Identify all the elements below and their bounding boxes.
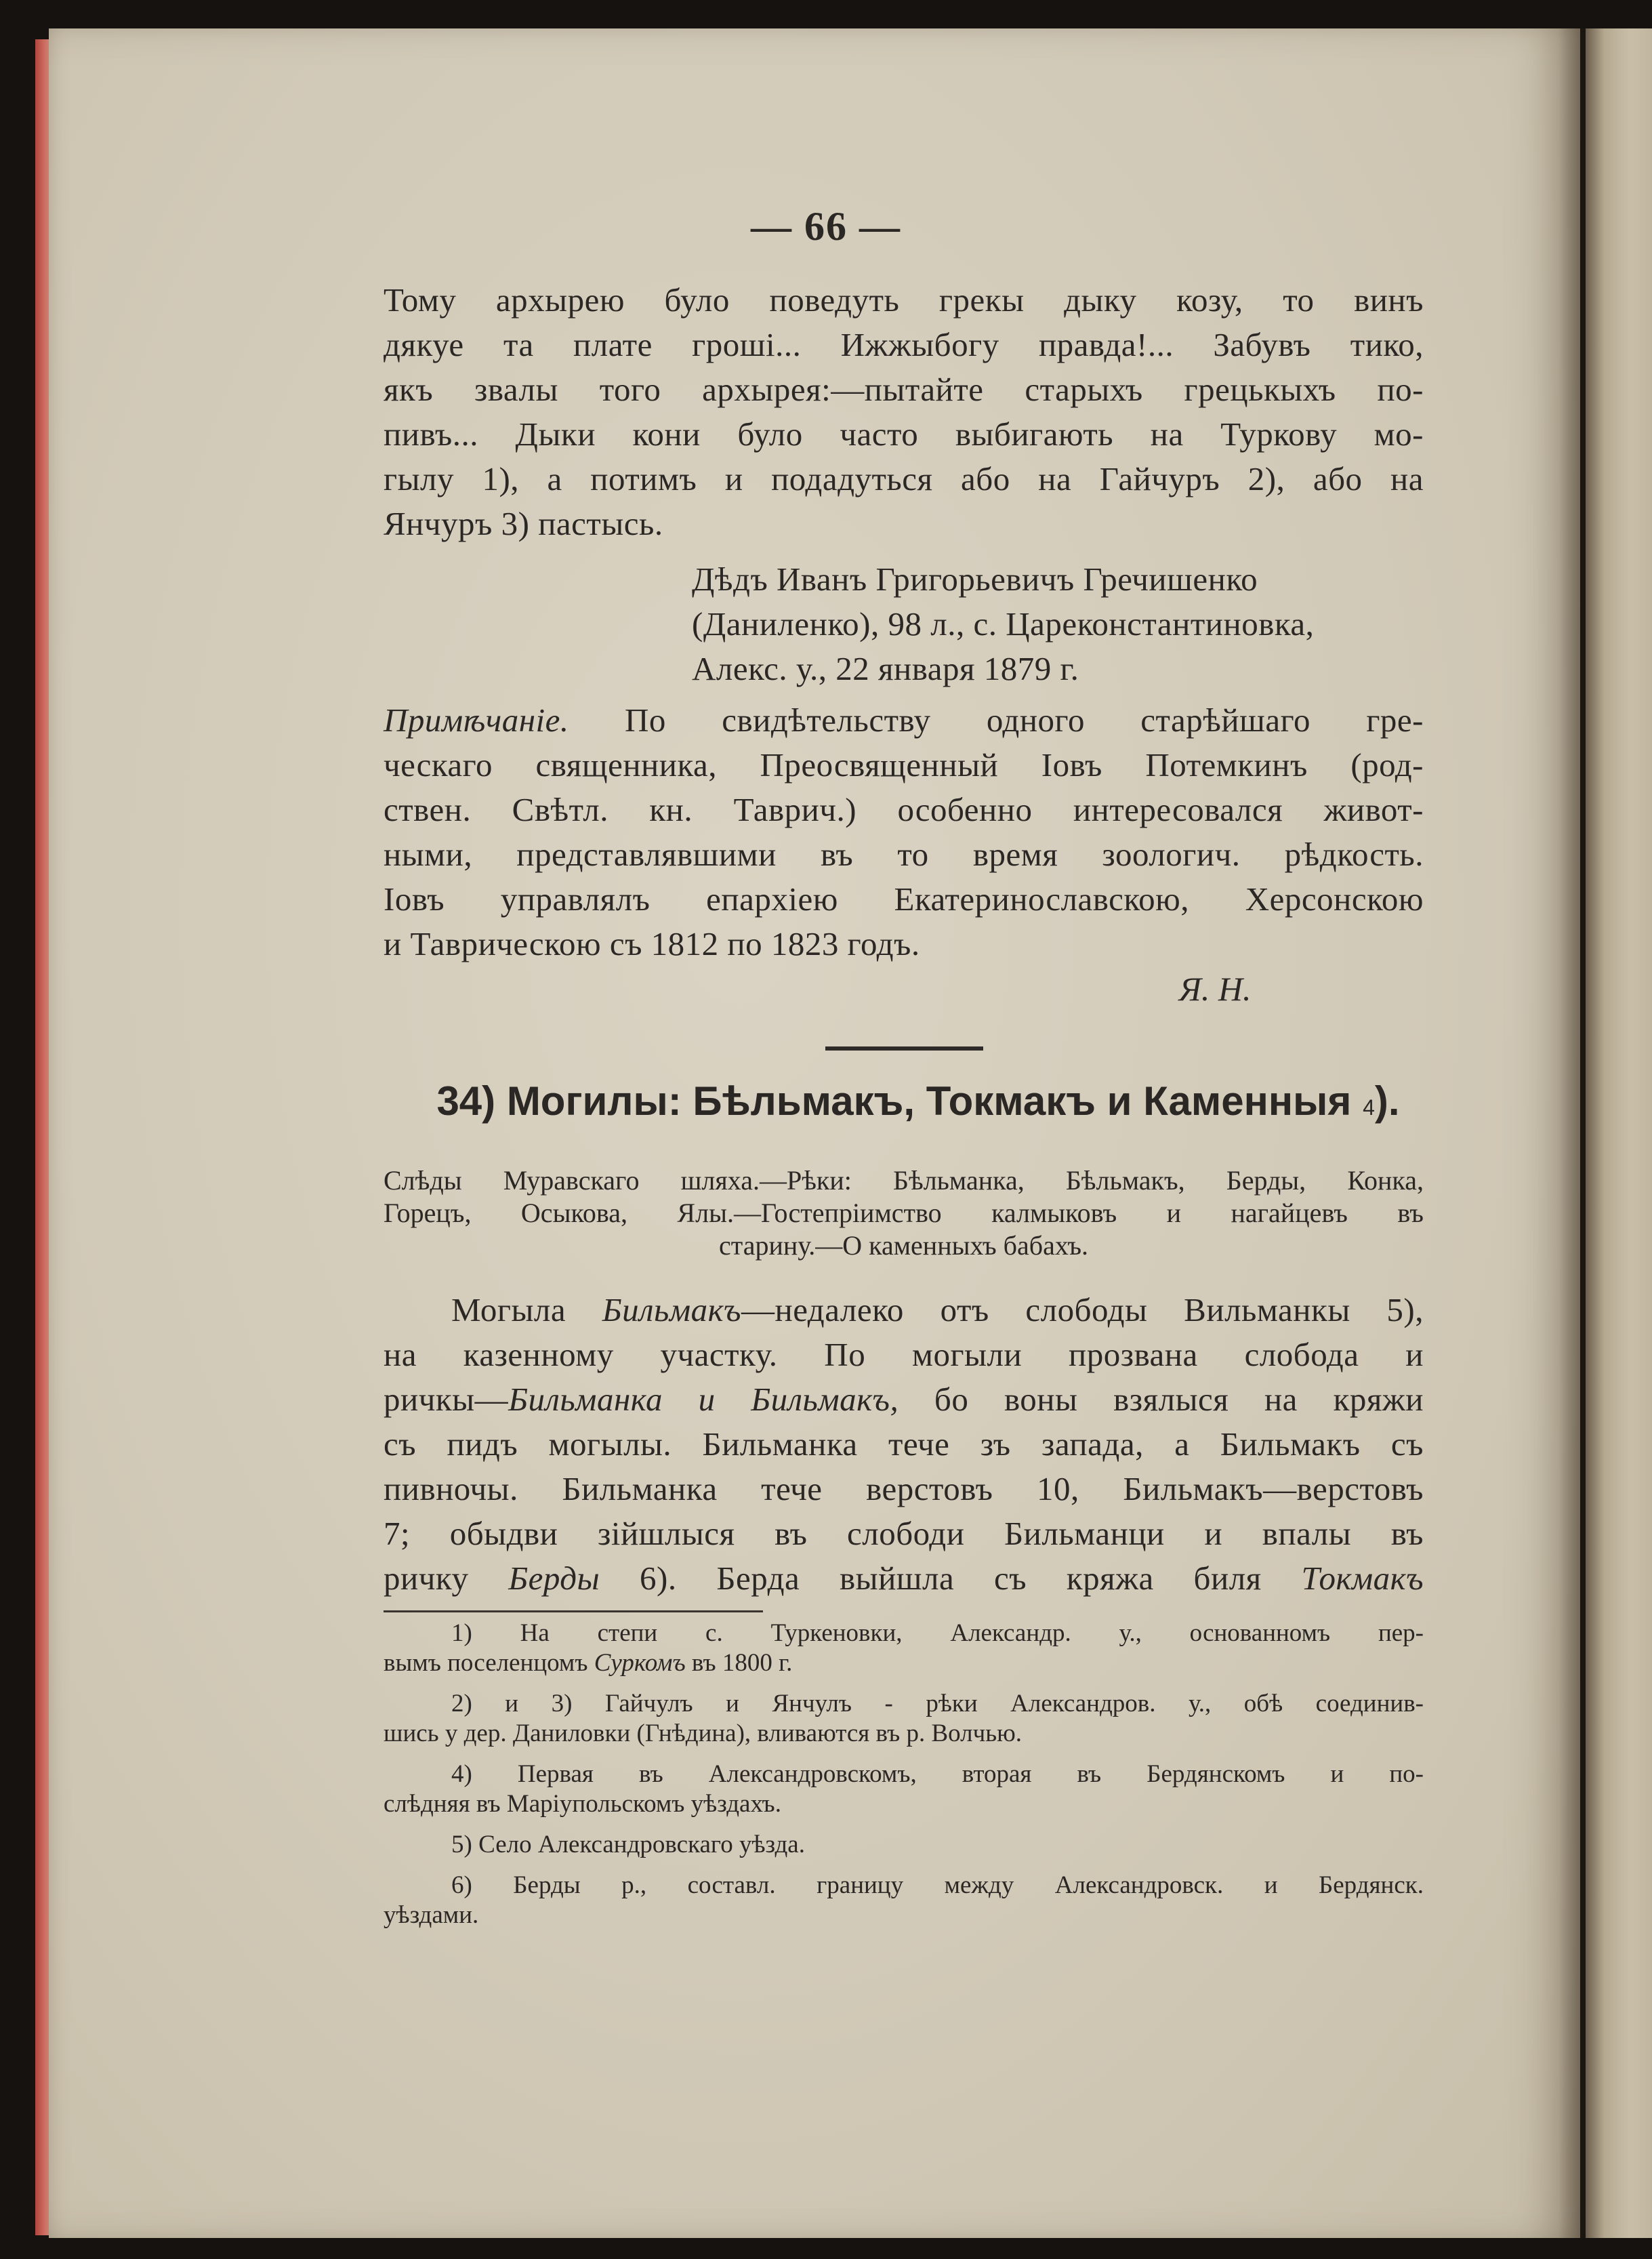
- paragraph-1-line: Янчуръ 3) пастысь.: [384, 505, 663, 542]
- note-line: ными, представлявшими въ то время зоологич. рѣдкость.: [384, 836, 1424, 873]
- note-line: [384, 698, 1424, 743]
- paragraph-1-line: дякуе та плате грошi... Ижжыбогу правда!... Забувъ тико,: [384, 326, 1424, 363]
- footnote-line: 5) Село Александровскаго уѣзда.: [451, 1831, 805, 1858]
- paragraph-1-line: якъ звалы того архырея:—пытайте старыхъ грецькыхъ по-: [384, 371, 1424, 408]
- paragraph-2-line: съ пидъ могылы. Бильманка тече зъ запада, а Бильмакъ съ: [384, 1425, 1424, 1463]
- footnote-line: шись у дер. Даниловки (Гнѣдина), вливаются въ р. Волчью.: [384, 1719, 1023, 1747]
- paragraph-1-line: гылу 1), а потимъ и подадуться або на Гайчуръ 2), або на: [384, 460, 1424, 497]
- note-line: ческаго священника, Преосвященный Iовъ Потемкинъ (род-: [384, 746, 1424, 783]
- footnote-line: 6) Берды р., составл. границу между Александровск. и Бердянск.: [451, 1871, 1424, 1899]
- footnote-line: 4) Первая въ Александровскомъ, вторая въ Бердянскомъ и по-: [451, 1760, 1424, 1788]
- p2-text: Могыла: [451, 1291, 602, 1328]
- p2-italic: Токмакъ: [1301, 1560, 1424, 1597]
- heading-footnote-ref: 4: [1363, 1095, 1375, 1120]
- footnote-1: [384, 1619, 1424, 1678]
- paragraph-2-line: [384, 1556, 1424, 1601]
- note-line-text: По свидѣтельству одного старѣйшаго гре-: [625, 701, 1424, 739]
- summary-line: Слѣды Муравскаго шляха.—Рѣки: Бѣльманка, Бѣльмакъ, Берды, Конка,: [384, 1165, 1424, 1196]
- p2-italic: Бильмакъ: [602, 1291, 741, 1328]
- p2-italic: Берды: [508, 1560, 600, 1597]
- footnote-2-3: [384, 1689, 1424, 1749]
- footnote-6: [384, 1871, 1424, 1930]
- signature-line: Дѣдъ Иванъ Григорьевичъ Гречишенко: [692, 561, 1258, 598]
- heading-text: 34) Могилы: Бѣльмакъ, Токмакъ и Каменныя: [436, 1078, 1352, 1124]
- signature-line: (Даниленко), 98 л., с. Цареконстантиновка,: [692, 605, 1315, 643]
- summary-line: старину.—О каменныхъ бабахъ.: [718, 1230, 1089, 1261]
- footnote-line: [384, 1648, 1424, 1678]
- paragraph-2-line: [384, 1377, 1424, 1422]
- fn-text: вымъ поселенцомъ: [384, 1649, 594, 1677]
- section-divider: [825, 1046, 983, 1051]
- footnote-line: 1) На степи с. Туркеновки, Александр. у., основанномъ пер-: [451, 1619, 1424, 1647]
- paragraph-2-line: на казенному участку. По могыли прозвана слобода и: [384, 1336, 1424, 1373]
- p2-text: ричкы—: [384, 1381, 509, 1418]
- next-page-edge: [1586, 28, 1652, 2238]
- heading-close-paren: ).: [1374, 1078, 1400, 1124]
- page-number: — 66 —: [751, 204, 901, 249]
- signature-line: Алекс. у., 22 января 1879 г.: [692, 650, 1079, 687]
- paragraph-1-line: Тому архырею було поведуть грекы дыку козу, то винъ: [384, 281, 1424, 319]
- note-line: ствен. Свѣтл. кн. Таврич.) особенно интересовался живот-: [384, 791, 1424, 828]
- footnote-5: [384, 1830, 1424, 1860]
- p2-text: бо воны взялыся на кряжи: [899, 1381, 1424, 1418]
- paragraph-2-line: пивночы. Бильманка тече верстовъ 10, Бильмакъ—верстовъ: [384, 1470, 1424, 1507]
- fn-italic: Суркомъ: [594, 1649, 686, 1677]
- note-label: Примѣчанiе.: [384, 701, 569, 739]
- footnotes: [384, 1619, 1424, 1930]
- p2-italic: Бильманка и Бильмакъ,: [508, 1381, 899, 1418]
- footnote-line: 2) и 3) Гайчулъ и Янчулъ - рѣки Александров. у., обѣ соединив-: [451, 1690, 1424, 1717]
- paragraph-2-line: 7; обыдви зiйшлыся въ слободи Бильманци и впалы въ: [384, 1515, 1424, 1552]
- p2-text: —недалеко отъ слободы Вильманкы 5),: [741, 1291, 1424, 1328]
- footnote-rule: [384, 1610, 763, 1612]
- p2-text: ричку: [384, 1560, 509, 1597]
- section-heading: [407, 1078, 1430, 1124]
- note-signature: Я. Н.: [1179, 970, 1252, 1008]
- paragraph-2-line: [384, 1288, 1424, 1332]
- note-line: Iовъ управлялъ епархiею Екатеринославскою, Херсонскою: [384, 880, 1424, 918]
- paragraph-1-line: пивъ... Дыки кони було часто выбигають на Туркову мо-: [384, 415, 1424, 453]
- p2-text: 6). Берда выйшла съ кряжа биля: [600, 1560, 1302, 1597]
- footnote-line: слѣдняя въ Марiупольскомъ уѣздахъ.: [384, 1790, 781, 1818]
- note-line: и Таврическою съ 1812 по 1823 годъ.: [384, 925, 920, 962]
- footnote-4: [384, 1759, 1424, 1819]
- footnote-line: уѣздами.: [384, 1901, 479, 1929]
- fn-text: въ 1800 г.: [685, 1649, 793, 1677]
- summary-line: Горецъ, Осыкова, Ялы.—Гостепрiимство калмыковъ и нагайцевъ въ: [384, 1198, 1424, 1228]
